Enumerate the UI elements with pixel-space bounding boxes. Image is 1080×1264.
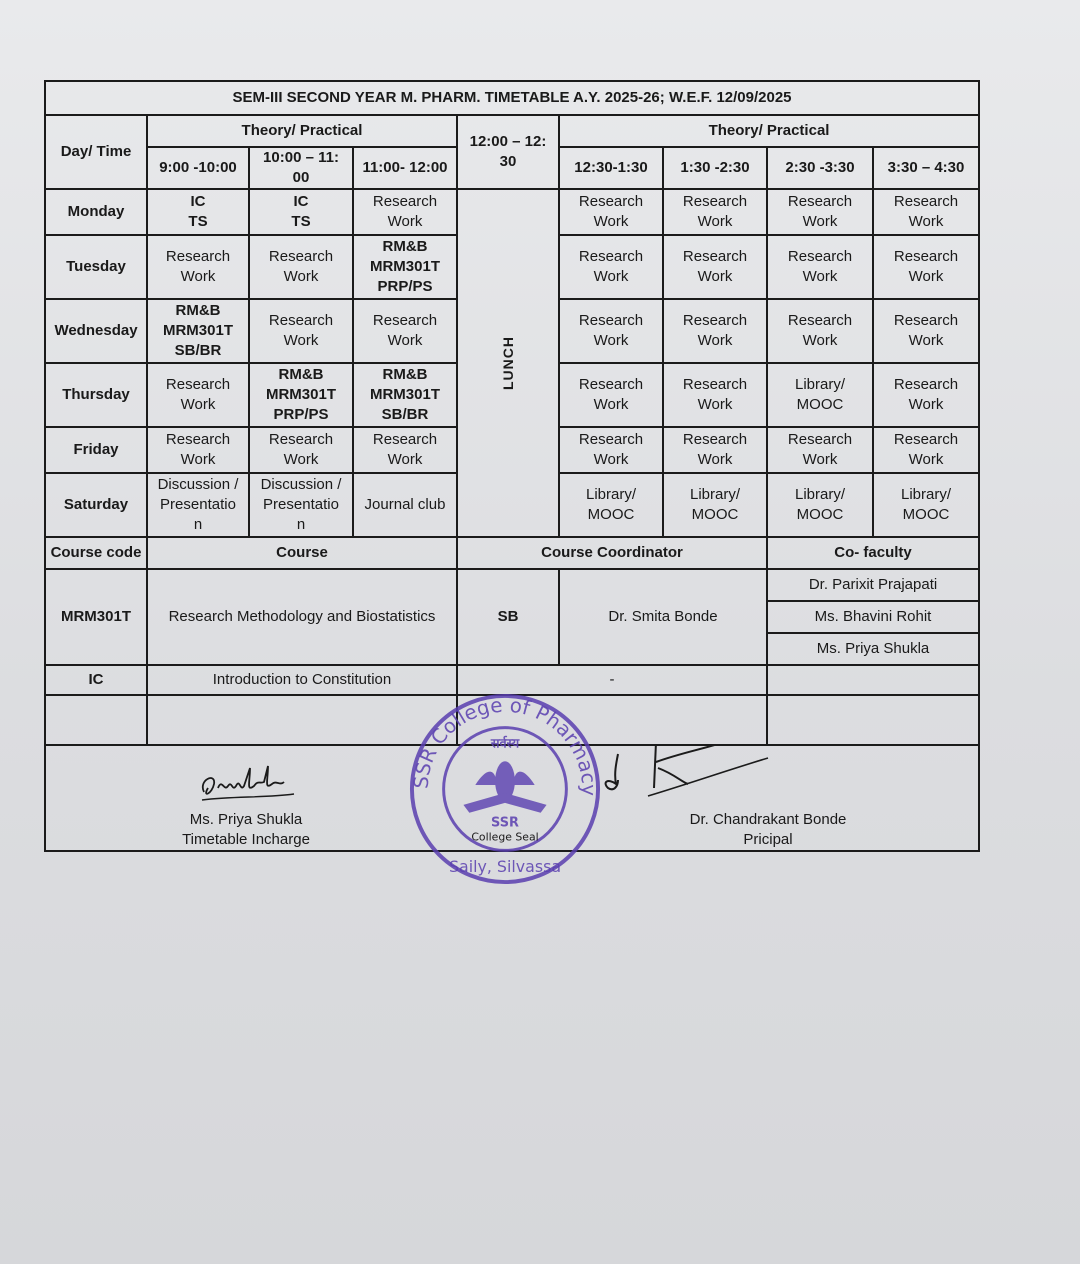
course-header: Course — [147, 537, 457, 569]
course-coordinator-header: Course Coordinator — [457, 537, 767, 569]
tuesday-slot-2: Research Work — [249, 235, 353, 299]
principal-name: Dr. Chandrakant Bonde — [689, 811, 847, 828]
slot-header-3: 11:00- 12:00 — [353, 147, 457, 189]
lunch-cell — [457, 189, 559, 537]
monday-slot-3: Research Work — [353, 189, 457, 235]
friday-slot-1: Research Work — [147, 427, 249, 473]
saturday-slot-1: Discussion / Presentatio n — [147, 473, 249, 537]
friday-slot-3: Research Work — [353, 427, 457, 473]
coordinator-abbr-mrm301t: SB — [457, 569, 559, 665]
lunch-label: LUNCH — [500, 335, 516, 390]
incharge-name-block — [46, 810, 446, 850]
seal-inner-text: SSR — [491, 815, 519, 831]
day-monday: Monday — [45, 189, 147, 235]
wednesday-slot-6: Research Work — [663, 299, 767, 363]
handwritten-signature-right — [578, 745, 778, 804]
tuesday-slot-1: Research Work — [147, 235, 249, 299]
principal-name-block — [558, 810, 978, 850]
wednesday-slot-7: Research Work — [767, 299, 873, 363]
thursday-slot-1: Research Work — [147, 363, 249, 427]
course-name-ic: Introduction to Constitution — [147, 665, 457, 695]
monday-slot-8: Research Work — [873, 189, 979, 235]
theory-practical-header-left: Theory/ Practical — [147, 115, 457, 147]
wednesday-slot-5: Research Work — [559, 299, 663, 363]
incharge-name: Ms. Priya Shukla — [189, 811, 303, 828]
tuesday-slot-7: Research Work — [767, 235, 873, 299]
coordinator-mrm301t: Dr. Smita Bonde — [559, 569, 767, 665]
seal-label: College Seal — [471, 830, 539, 844]
course-code-ic: IC — [45, 665, 147, 695]
wednesday-slot-8: Research Work — [873, 299, 979, 363]
saturday-slot-5: Library/ MOOC — [559, 473, 663, 537]
thursday-slot-6: Research Work — [663, 363, 767, 427]
seal-motto: सर्वस्य — [490, 736, 520, 752]
slot-header-7: 2:30 -3:30 — [767, 147, 873, 189]
seal-place: Saily, Silvassa — [448, 857, 562, 877]
monday-slot-5: Research Work — [559, 189, 663, 235]
blank-cell-1 — [45, 695, 147, 745]
slot-header-1: 9:00 -10:00 — [147, 147, 249, 189]
monday-slot-7: Research Work — [767, 189, 873, 235]
cofaculty-3: Ms. Priya Shukla — [767, 633, 979, 665]
wednesday-slot-3: Research Work — [353, 299, 457, 363]
coordinator-ic: - — [457, 665, 767, 695]
principal-role: Pricipal — [743, 831, 793, 848]
thursday-slot-2: RM&B MRM301T PRP/PS — [249, 363, 353, 427]
wednesday-slot-1: RM&B MRM301T SB/BR — [147, 299, 249, 363]
friday-slot-8: Research Work — [873, 427, 979, 473]
timetable-incharge-signature — [46, 746, 446, 850]
day-tuesday: Tuesday — [45, 235, 147, 299]
cofaculty-header: Co- faculty — [767, 537, 979, 569]
seal-ring-text: SSR College of Pharmacy — [409, 693, 601, 797]
saturday-slot-7: Library/ MOOC — [767, 473, 873, 537]
slot-header-4: 12:00 – 12: 30 — [457, 115, 559, 189]
college-seal — [406, 690, 604, 888]
slot-header-2: 10:00 – 11: 00 — [249, 147, 353, 189]
saturday-slot-2: Discussion / Presentatio n — [249, 473, 353, 537]
day-time-header: Day/ Time — [45, 115, 147, 189]
monday-slot-1: IC TS — [147, 189, 249, 235]
slot-header-6: 1:30 -2:30 — [663, 147, 767, 189]
slot-header-8: 3:30 – 4:30 — [873, 147, 979, 189]
saturday-slot-3: Journal club — [353, 473, 457, 537]
course-name-mrm301t: Research Methodology and Biostatistics — [147, 569, 457, 665]
day-thursday: Thursday — [45, 363, 147, 427]
thursday-slot-3: RM&B MRM301T SB/BR — [353, 363, 457, 427]
seal-emblem-icon — [463, 761, 546, 812]
handwritten-signature-left — [194, 758, 304, 808]
cofaculty-1: Dr. Parixit Prajapati — [767, 569, 979, 601]
course-code-mrm301t: MRM301T — [45, 569, 147, 665]
day-saturday: Saturday — [45, 473, 147, 537]
incharge-role: Timetable Incharge — [182, 831, 310, 848]
day-friday: Friday — [45, 427, 147, 473]
course-code-header: Course code — [45, 537, 147, 569]
slot-header-5: 12:30-1:30 — [559, 147, 663, 189]
day-wednesday: Wednesday — [45, 299, 147, 363]
theory-practical-header-right: Theory/ Practical — [559, 115, 979, 147]
blank-cell-4 — [767, 695, 979, 745]
timetable-title: SEM-III SECOND YEAR M. PHARM. TIMETABLE A.Y. 2025-26; W.E.F. 12/09/2025 — [45, 81, 979, 115]
tuesday-slot-3: RM&B MRM301T PRP/PS — [353, 235, 457, 299]
cofaculty-ic — [767, 665, 979, 695]
thursday-slot-5: Research Work — [559, 363, 663, 427]
cofaculty-2: Ms. Bhavini Rohit — [767, 601, 979, 633]
wednesday-slot-2: Research Work — [249, 299, 353, 363]
friday-slot-7: Research Work — [767, 427, 873, 473]
tuesday-slot-5: Research Work — [559, 235, 663, 299]
friday-slot-2: Research Work — [249, 427, 353, 473]
monday-slot-2: IC TS — [249, 189, 353, 235]
tuesday-slot-6: Research Work — [663, 235, 767, 299]
thursday-slot-7: Library/ MOOC — [767, 363, 873, 427]
monday-slot-6: Research Work — [663, 189, 767, 235]
friday-slot-5: Research Work — [559, 427, 663, 473]
saturday-slot-8: Library/ MOOC — [873, 473, 979, 537]
friday-slot-6: Research Work — [663, 427, 767, 473]
saturday-slot-6: Library/ MOOC — [663, 473, 767, 537]
tuesday-slot-8: Research Work — [873, 235, 979, 299]
principal-signature — [558, 746, 978, 850]
thursday-slot-8: Research Work — [873, 363, 979, 427]
